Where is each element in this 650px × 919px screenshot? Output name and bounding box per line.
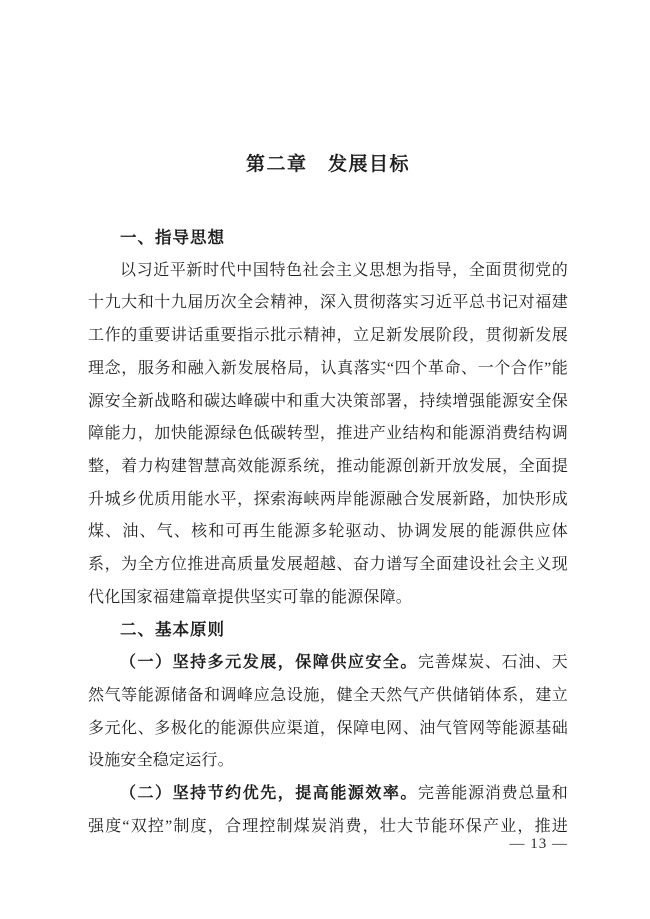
principle-1-body: 完善煤炭、石油、天然气等能源储备和调峰应急设施，健全天然气产供储销体系，建立多元化、多极化的能源供应渠道，保障电网、油气管网等能源基础设施安全稳定运行。 [88, 654, 568, 770]
principle-2-lead: （二）坚持节约优先，提高能源效率。 [120, 784, 418, 802]
section-basic-principles [88, 614, 568, 843]
chapter-title: 第二章 发展目标 [245, 154, 410, 175]
principle-item-2 [88, 778, 568, 843]
page-content [88, 150, 568, 843]
page-number: — 13 — [509, 836, 568, 852]
section-heading-guiding-ideology: 一、指导思想 [120, 229, 225, 247]
principle-item-1 [88, 647, 568, 778]
section-heading-basic-principles: 二、基本原则 [120, 621, 225, 640]
paragraph-guiding-ideology: 以习近平新时代中国特色社会主义思想为指导，全面贯彻党的十九大和十九届历次全会精神，深入贯彻落实习近平总书记对福建工作的重要讲话重要指示批示精神，立足新发展阶段，贯彻新发展理念，服务和融入新发展格局，认真落实“四个革命、一个合作”能源安全新战略和碳达峰碳中和重大决策部署，持续增强能源安全保障能力，加快能源绿色低碳转型，推进产业结构和能源消费结构调整，着力构建智慧高效能源系统，推动能源创新开放发展，全面提升城乡优质用能水平，探索海峡两岸能源融合发展新路，加快形成煤、油、气、核和可再生能源多轮驱动、协调发展的能源供应体系，为全方位推进高质量发展超越、奋力谱写全面建设社会主义现代化国家福建篇章提供坚实可靠的能源保障。 [88, 261, 568, 606]
section-guiding-ideology [88, 222, 568, 614]
principle-1-lead: （一）坚持多元发展，保障供应安全。 [120, 654, 418, 672]
principle-2-body: 完善能源消费总量和强度“双控”制度，合理控制煤炭消费，壮大节能环保产业，推进 [88, 784, 568, 835]
